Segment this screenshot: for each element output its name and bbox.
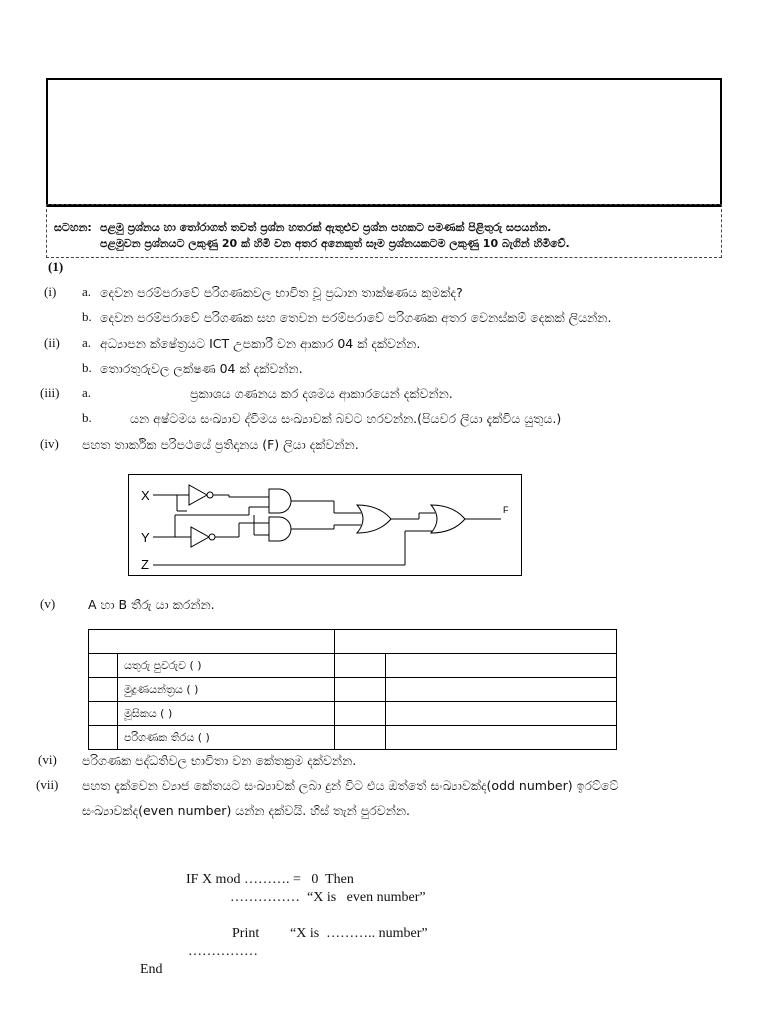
q1b-text: දෙවන පරම්පරාවේ පරිගණක සහ තෙවන පරම්පරාවේ පරිගණක අතර වෙනස්කම් දෙකක් ලියන්න. — [100, 310, 612, 325]
q5-number: (v) — [40, 596, 56, 611]
q3a-label: a. — [82, 385, 92, 400]
q4-text: පහත තාර්කික පරිපථයේ ප්‍රතිදානය (F) ලියා දක්වන්න. — [82, 437, 359, 452]
q2a-label: a. — [82, 335, 92, 350]
output-f-label: F — [503, 505, 509, 515]
table-row — [89, 678, 617, 702]
q3a-text: ප්‍රකාශය ගණනය කර දශමය ආකාරයෙන් දක්වන්න. — [190, 386, 453, 401]
pseudo-print: Print — [232, 926, 260, 941]
q2b-text: තොරතුරුවල ලක්ෂණ 04 ක් දක්වන්න. — [100, 361, 303, 376]
q1b-label: b. — [82, 309, 92, 324]
q3-number: (iii) — [40, 385, 60, 400]
not-bubble-y — [209, 534, 215, 540]
pseudo-line3: “X is ……….. number” — [290, 926, 428, 941]
pseudo-line4: …………… — [188, 944, 258, 959]
table-cell: මුද්‍රණයන්ත්‍රය ( ) — [118, 678, 335, 702]
q1a-text: දෙවන පරම්පරාවේ පරිගණකවල භාවිත වූ ප්‍රධාන තාක්ෂණය කුමක්ද? — [100, 285, 463, 300]
q7-line2: සංඛ්‍යාවක්ද(even number) යන්න දක්වයි. හිස් තැන් පුරවන්න. — [82, 803, 411, 818]
matching-table — [88, 629, 617, 750]
q7-line1: පහත දැක්වෙන ව්‍යාජ කේතයට සංඛ්‍යාවක් ලබා දුන් විට එය ඔත්තේ සංඛ්‍යාවක්ද(odd number) ඉරට්ටේ — [82, 778, 619, 793]
table-row — [89, 654, 617, 678]
q2-number: (ii) — [44, 335, 60, 350]
logic-circuit-diagram — [129, 475, 520, 574]
not-bubble-x — [207, 492, 213, 498]
table-row — [89, 726, 617, 750]
input-y-label: Y — [141, 530, 150, 545]
instructions-line1: පළමු ප්‍රශ්නය හා තෝරාගත් තවත් ප්‍රශ්න හතරක් ඇතුළුව ප්‍රශ්න පහකට පමණක් පිළිතුරු සපයන්න. — [100, 221, 552, 234]
q4-number: (iv) — [40, 436, 59, 451]
not-gate-x — [189, 485, 207, 505]
q1-number: (i) — [44, 284, 57, 299]
table-cell: පරිගණක තිරය ( ) — [118, 726, 335, 750]
q2a-text: අධ්‍යාපන ක්ෂේත්‍රයට ICT උපකාරී වන ආකාර 04 ක් දක්වන්න. — [100, 336, 421, 351]
or-gate-1 — [357, 505, 391, 533]
q1a-label: a. — [82, 284, 92, 299]
instructions-label: සටහන: — [54, 221, 92, 234]
table-cell: යතුරු පුවරුව ( ) — [118, 654, 335, 678]
or-gate-2 — [431, 505, 465, 533]
input-x-label: X — [141, 488, 150, 503]
table-row — [89, 702, 617, 726]
header-box — [46, 78, 722, 207]
instructions-line2: පළමුවන ප්‍රශ්නයට ලකුණු 20 ක් හිමි වන අතර අනෙකුත් සෑම ප්‍රශ්නයකටම ලකුණු 10 බැගින් හිමිවේ. — [100, 237, 570, 250]
q5-text: A හා B තීරු යා කරන්න. — [88, 597, 215, 612]
q3b-label: b. — [82, 410, 92, 425]
q6-text: පරිගණක පද්ධතිවල භාවිතා වන කේතක්‍රම දක්වන්න. — [82, 753, 357, 768]
and-gate-2 — [269, 517, 291, 541]
input-z-label: Z — [141, 557, 149, 572]
q7-number: (vii) — [36, 777, 59, 792]
pseudo-line2: …………… “X is even number” — [230, 890, 426, 905]
pseudo-line1: IF X mod ………. = 0 Then — [186, 872, 354, 887]
q6-number: (vi) — [38, 752, 57, 767]
question-number: (1) — [48, 259, 64, 274]
table-cell: මූසිකය ( ) — [118, 702, 335, 726]
q2b-label: b. — [82, 360, 92, 375]
q3b-text: යන අෂ්ටමය සංඛ්‍යාව ද්වීමය සංඛ්‍යාවක් බවට හරවන්න.(පියවර ලියා දැක්විය යුතුය.) — [130, 411, 562, 426]
not-gate-y — [191, 527, 209, 547]
pseudo-end: End — [140, 962, 163, 977]
and-gate-1 — [269, 489, 291, 513]
circuit-frame — [128, 474, 522, 576]
